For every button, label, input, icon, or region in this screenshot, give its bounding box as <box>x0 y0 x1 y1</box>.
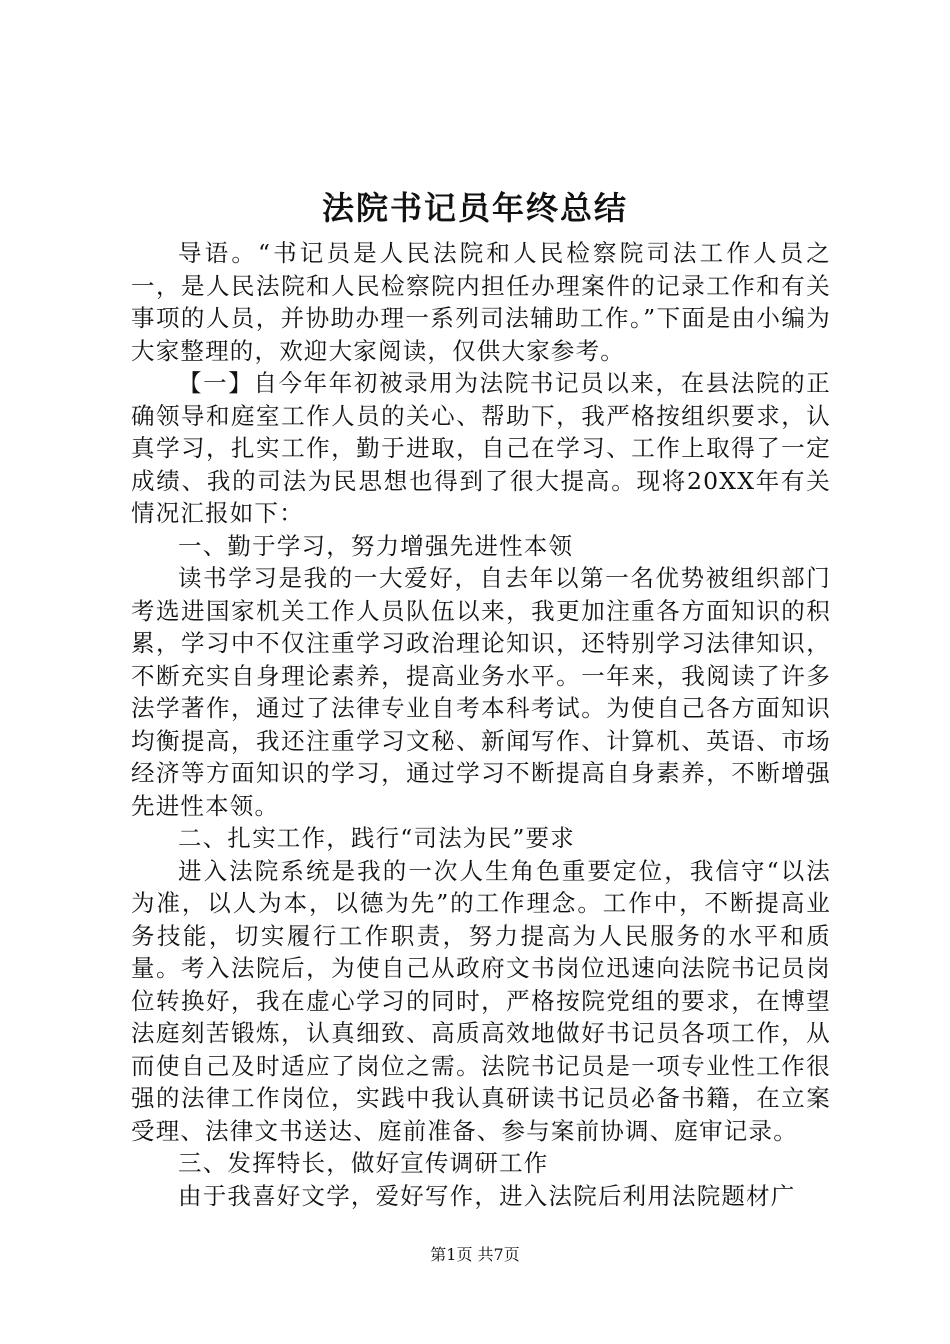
page-footer: 第1页 共7页 <box>430 1245 520 1264</box>
heading-study: 一、勤于学习，努力增强先进性本领 <box>178 531 574 560</box>
heading-work: 二、扎实工作，践行“司法为民”要求 <box>178 824 575 852</box>
publicity-paragraph: 由于我喜好文学，爱好写作，进入法院后利用法院题材广 <box>178 1181 796 1210</box>
intro-paragraph: 导语。“书记员是人民法院和人民检察院司法工作人员之一，是人民法院和人民检察院内担任办理案件的记录工作和有关事项的人员，并协助办理一系列司法辅助工作。”下面是由小编为大家整理的，欢迎大家阅读，仅供大家参考。 <box>131 239 831 365</box>
study-paragraph: 读书学习是我的一大爱好，自去年以第一名优势被组织部门考选进国家机关工作人员队伍以来，我更加注重各方面知识的积累，学习中不仅注重学习政治理论知识，还特别学习法律知识，不断充实自身理论素养，提高业务水平。一年来，我阅读了许多法学著作，通过了法律专业自考本科考试。为使自己各方面知识均衡提高，我还注重学习文秘、新闻写作、计算机、英语、市场经济等方面知识的学习，通过学习不断提高自身素养，不断增强先进性本领。 <box>131 564 831 820</box>
document-title: 法院书记员年终总结 <box>321 189 628 227</box>
heading-publicity: 三、发挥特长，做好宣传调研工作 <box>178 1149 549 1177</box>
section-one-paragraph: 【一】自今年年初被录用为法院书记员以来，在县法院的正确领导和庭室工作人员的关心、帮助下，我严格按组织要求，认真学习，扎实工作，勤于进取，自己在学习、工作上取得了一定成绩、我的司法为民思想也得到了很大提高。现将20XX年有关情况汇报如下： <box>131 369 831 527</box>
work-paragraph: 进入法院系统是我的一次人生角色重要定位，我信守“以法为准，以人为本，以德为先”的工作理念。工作中，不断提高业务技能，切实履行工作职责，努力提高为人民服务的水平和质量。考入法院后，为使自己从政府文书岗位迅速向法院书记员岗位转换好，我在虚心学习的同时，严格按院党组的要求，在博望法庭刻苦锻炼，认真细致、高质高效地做好书记员各项工作，从而使自己及时适应了岗位之需。法院书记员是一项专业性工作很强的法律工作岗位，实践中我认真研读书记员必备书籍，在立案受理、法律文书送达、庭前准备、参与案前协调、庭审记录。 <box>131 856 831 1145</box>
document-body <box>131 237 831 1212</box>
